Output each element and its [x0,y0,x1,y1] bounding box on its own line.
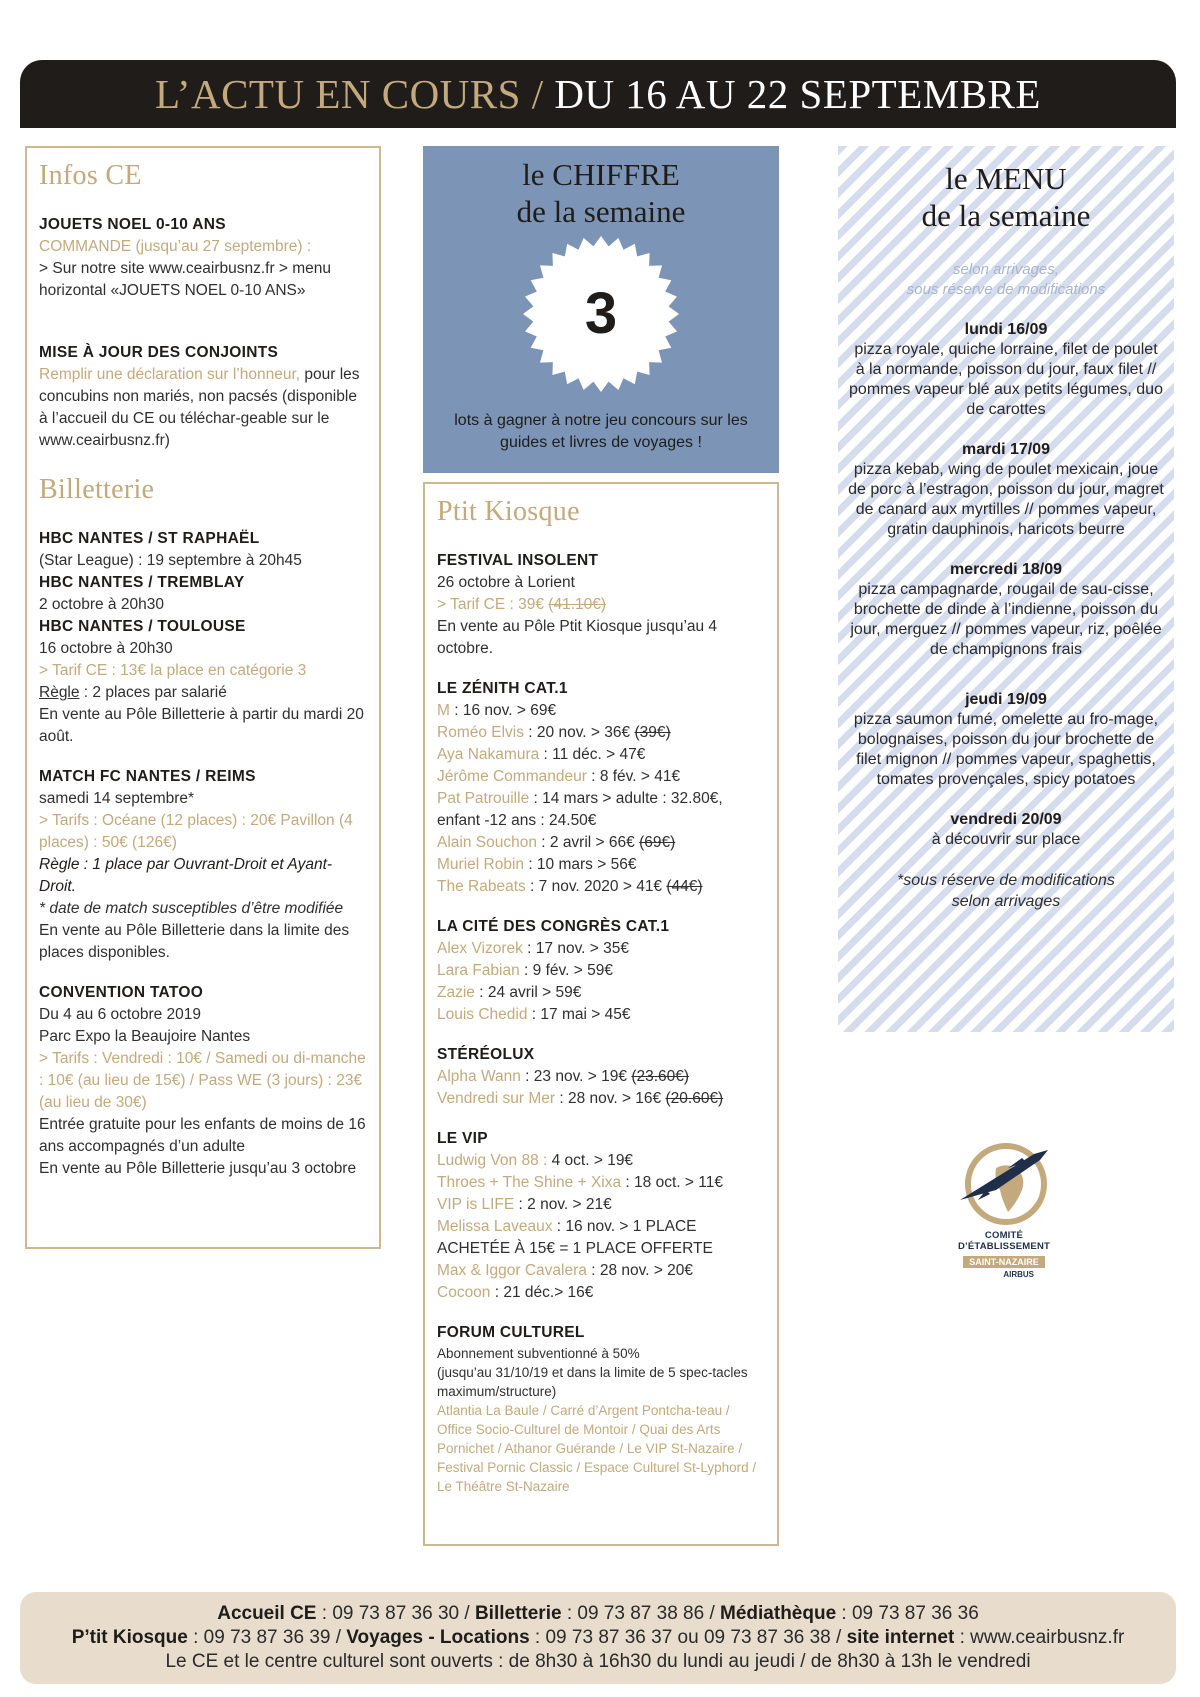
stereolux-info: : 23 nov. > 19€ [520,1068,632,1085]
stereolux-info: : 28 nov. > 16€ [555,1090,666,1107]
footer-hours: Le CE et le centre culturel sont ouverts : de 8h30 à 16h30 du lundi au jeudi / de 8h30 à 13h le vendredi [165,1651,1031,1672]
vip-info: : 21 déc.> 16€ [490,1284,594,1301]
infos-billetterie-box [25,146,381,1249]
zenith-artist: Alain Souchon [437,834,537,851]
footer-label: Médiathèque [720,1603,837,1624]
vip-artist: Ludwig Von 88 : [437,1152,548,1169]
menu-day-text: pizza royale, quiche lorraine, filet de poulet à la normande, poisson du jour, faux filet // pommes vapeur blé aux petits légumes, duo de carottes [849,341,1163,418]
jouets-commande: COMMANDE (jusqu’au 27 septembre) : [39,238,312,255]
conjoints-link[interactable]: Remplir une déclaration sur l’honneur, [39,366,301,383]
menu-day-label: mercredi 18/09 [949,561,1063,578]
vip-info: : 18 oct. > 11€ [621,1174,723,1191]
billetterie-title: Billetterie [39,474,155,505]
ce-logo [944,1138,1064,1279]
menu-day [848,560,1164,660]
chiffre-semaine-panel [423,146,779,473]
congres-info: : 24 avril > 59€ [474,984,582,1001]
vip-artist: Melissa Laveaux [437,1218,553,1235]
jouets-heading: JOUETS NOEL 0-10 ANS [39,216,226,233]
insolent-date: 26 octobre à Lorient [437,574,575,591]
chiffre-caption: lots à gagner à notre jeu concours sur les guides et livres de voyages ! [454,412,748,451]
vip-info: : 2 nov. > 21€ [514,1196,612,1213]
stereolux-old-price: (20.60€) [665,1090,724,1107]
zenith-item [437,678,765,898]
zenith-old-price: (39€) [634,724,671,741]
conjoints-heading: MISE À JOUR DES CONJOINTS [39,344,279,361]
menu-title-2: de la semaine [921,198,1091,233]
chiffre-number: 3 [584,281,618,346]
congres-item [437,916,765,1026]
menu-day-text: pizza campagnarde, rougail de sau-cisse, brochette de dinde à l’indienne, poisson du jour, merguez // pommes vapeur, riz, poêlée de champignons frais [850,581,1162,658]
match-tarifs: > Tarifs : Océane (12 places) : 20€ Pavillon (4 places) : 50€ (126€) [39,812,353,851]
zenith-artist: Aya Nakamura [437,746,540,763]
footer-label: Voyages - Locations [346,1627,530,1648]
logo-line-3: AIRBUS [1003,1270,1034,1279]
zenith-info: : 2 avril > 66€ [536,834,640,851]
vip-info: : 28 nov. > 20€ [586,1262,694,1279]
menu-day-text: pizza saumon fumé, omelette au fro-mage, bolognaises, poisson du jour brochette de filet mignon // pommes vapeur, spaghettis, tomates provençales, spicy potatoes [853,711,1159,788]
hbc-date-2: 2 octobre à 20h30 [39,596,164,613]
stereolux-heading: STÉRÉOLUX [437,1046,535,1063]
zenith-old-price: (69€) [639,834,676,851]
forum-item [437,1322,765,1496]
tatoo-tarifs: > Tarifs : Vendredi : 10€ / Samedi ou di-manche : 10€ (au lieu de 15€) / Pass WE (3 jours) : 23€ (au lieu de 30€) [39,1050,366,1111]
vip-artist: VIP is LIFE [437,1196,515,1213]
forum-line-1: Abonnement subventionné à 50% [437,1346,640,1361]
congres-artist: Alex Vizorek [437,940,523,957]
footer-label: site internet [846,1627,955,1648]
footer-label: P’tit Kiosque [71,1627,188,1648]
zenith-info: : 14 mars > adulte : 32.80€, enfant -12 ans : 24.50€ [437,790,723,829]
match-item [39,766,367,964]
menu-day-label: jeudi 19/09 [965,691,1047,708]
ptit-kiosque-box [423,482,779,1546]
chiffre-title-2: de la semaine [516,194,686,229]
conjoints-text: pour les concubins non mariés, non pacsés (disponible à l’accueil du CE ou téléchar-geable sur le www.ceairbusnz.fr) [39,366,360,449]
congres-info: : 17 mai > 45€ [527,1006,631,1023]
footer-phone: : 09 73 87 38 86 / [561,1603,721,1624]
tatoo-item [39,982,367,1180]
congres-info: : 9 fév. > 59€ [519,962,613,979]
zenith-heading: LE ZÉNITH CAT.1 [437,680,568,697]
header-banner [20,60,1176,128]
stereolux-old-price: (23.60€) [631,1068,690,1085]
tatoo-vente: En vente au Pôle Billetterie jusqu’au 3 octobre [39,1160,357,1177]
insolent-vente: En vente au Pôle Ptit Kiosque jusqu’au 4 octobre. [437,618,718,657]
kiosque-title: Ptit Kiosque [437,496,580,527]
banner-dates: DU 16 AU 22 SEPTEMBRE [554,71,1041,117]
forum-heading: FORUM CULTUREL [437,1324,585,1341]
tatoo-lieu: Parc Expo la Beaujoire Nantes [39,1028,251,1045]
footer-phone: : 09 73 87 36 30 / [316,1603,475,1624]
menu-day-text: à découvrir sur place [931,831,1081,848]
congres-artist: Zazie [437,984,475,1001]
hbc-item [39,528,367,748]
menu-day-label: mardi 17/09 [961,441,1051,458]
jouets-item [39,214,367,302]
tatoo-heading: CONVENTION TATOO [39,984,204,1001]
insolent-heading: FESTIVAL INSOLENT [437,552,599,569]
menu-footnote-1: *sous réserve de modifications [897,872,1115,889]
menu-day [848,690,1164,790]
jouets-text: > Sur notre site www.ceairbusnz.fr > menu horizontal «JOUETS NOEL 0-10 ANS» [39,260,332,299]
footer-phone: : 09 73 87 36 37 ou 09 73 87 36 38 / [529,1627,847,1648]
footer-label: Accueil CE [217,1603,317,1624]
match-note: * date de match susceptibles d’être modifiée [39,900,344,917]
zenith-artist: Roméo Elvis [437,724,524,741]
logo-line-1: COMITÉ D’ÉTABLISSEMENT [957,1230,1051,1252]
tatoo-date: Du 4 au 6 octobre 2019 [39,1006,202,1023]
stereolux-artist: Alpha Wann [437,1068,521,1085]
menu-day [848,320,1164,420]
hbc-regle: : 2 places par salarié [79,684,227,701]
footer-phone: : 09 73 87 36 39 / [187,1627,347,1648]
zenith-artist: Pat Patrouille [437,790,530,807]
hbc-date-3: 16 octobre à 20h30 [39,640,173,657]
menu-semaine-panel [838,146,1174,1032]
hbc-regle-label: Règle [39,684,80,701]
zenith-info: : 16 nov. > 69€ [449,702,557,719]
insolent-tarif: > Tarif CE : 39€ [437,596,544,613]
forum-line-2: (jusqu’au 31/10/19 et dans la limite de 5 spec-tacles maximum/structure) [437,1365,748,1399]
footer-phone: : 09 73 87 36 36 [836,1603,979,1624]
vip-item [437,1128,765,1304]
contact-footer [20,1592,1176,1684]
match-regle: Règle : 1 place par Ouvrant-Droit et Ayant-Droit. [39,856,333,895]
footer-line-2 [20,1626,1176,1650]
zenith-info: : 7 nov. 2020 > 41€ [525,878,667,895]
vip-artist: Throes + The Shine + Xixa [437,1174,622,1191]
forum-venues: Atlantia La Baule / Carré d’Argent Pontcha-teau / Office Socio-Culturel de Montoir / Quai des Arts Pornichet / Athanor Guérande / Le VIP St-Nazaire / Festival Pornic Classic / Espace Culturel St-Lyphord / Le Théâtre St-Nazaire [437,1403,757,1494]
logo-line-2: SAINT-NAZAIRE [963,1256,1045,1268]
zenith-artist: M [437,702,450,719]
menu-note-1: selon arrivages, [953,261,1059,278]
hbc-heading-1: HBC NANTES / ST RAPHAËL [39,530,260,547]
vip-heading: LE VIP [437,1130,488,1147]
menu-day-label: lundi 16/09 [964,321,1048,338]
match-vente: En vente au Pôle Billetterie dans la limite des places disponibles. [39,922,350,961]
chiffre-title-1: le CHIFFRE [522,157,680,192]
stereolux-item [437,1044,765,1110]
menu-note-2: sous réserve de modifications [906,281,1106,298]
hbc-heading-3: HBC NANTES / TOULOUSE [39,618,246,635]
stereolux-artist: Vendredi sur Mer [437,1090,556,1107]
menu-day [848,810,1164,850]
congres-heading: LA CITÉ DES CONGRÈS CAT.1 [437,918,670,935]
zenith-artist: The Rabeats [437,878,526,895]
insolent-tarif-old: (41.10€) [548,596,607,613]
zenith-info: : 8 fév. > 41€ [586,768,681,785]
match-heading: MATCH FC NANTES / REIMS [39,768,256,785]
hbc-vente: En vente au Pôle Billetterie à partir du mardi 20 août. [39,706,364,745]
starburst-badge [521,234,681,394]
globe-plane-icon [956,1138,1052,1228]
zenith-artist: Jérôme Commandeur [437,768,587,785]
menu-day-label: vendredi 20/09 [950,811,1062,828]
footer-website[interactable]: : www.ceairbusnz.fr [954,1627,1125,1648]
vip-info: : 16 nov. > 1 PLACE ACHETÉE À 15€ = 1 PLACE OFFERTE [437,1218,713,1257]
conjoints-item [39,342,367,452]
infos-ce-title: Infos CE [39,160,142,191]
hbc-heading-2: HBC NANTES / TREMBLAY [39,574,245,591]
hbc-tarif: > Tarif CE : 13€ la place en catégorie 3 [39,662,307,679]
tatoo-entree: Entrée gratuite pour les enfants de moins de 16 ans accompagnés d’un adulte [39,1116,366,1155]
menu-footnote-2: selon arrivages [951,893,1061,910]
banner-title: L’ACTU EN COURS / [155,71,544,117]
menu-title-1: le MENU [945,161,1067,196]
congres-artist: Louis Chedid [437,1006,528,1023]
zenith-artist: Muriel Robin [437,856,525,873]
zenith-info: : 11 déc. > 47€ [539,746,646,763]
zenith-info: : 10 mars > 56€ [524,856,637,873]
congres-info: : 17 nov. > 35€ [522,940,630,957]
insolent-item [437,550,765,660]
hbc-date-1: (Star League) : 19 septembre à 20h45 [39,552,302,569]
zenith-info: : 20 nov. > 36€ [524,724,635,741]
congres-artist: Lara Fabian [437,962,520,979]
vip-artist: Cocoon [437,1284,491,1301]
menu-day [848,440,1164,540]
footer-line-1 [20,1602,1176,1626]
menu-day-text: pizza kebab, wing de poulet mexicain, joue de porc à l’estragon, poisson du jour, magret de canard aux myrtilles // pommes vapeur, gratin dauphinois, haricots beurre [848,461,1164,538]
zenith-old-price: (44€) [666,878,703,895]
footer-label: Billetterie [474,1603,562,1624]
vip-info: 4 oct. > 19€ [547,1152,634,1169]
match-date: samedi 14 septembre* [39,790,195,807]
vip-artist: Max & Iggor Cavalera [437,1262,587,1279]
